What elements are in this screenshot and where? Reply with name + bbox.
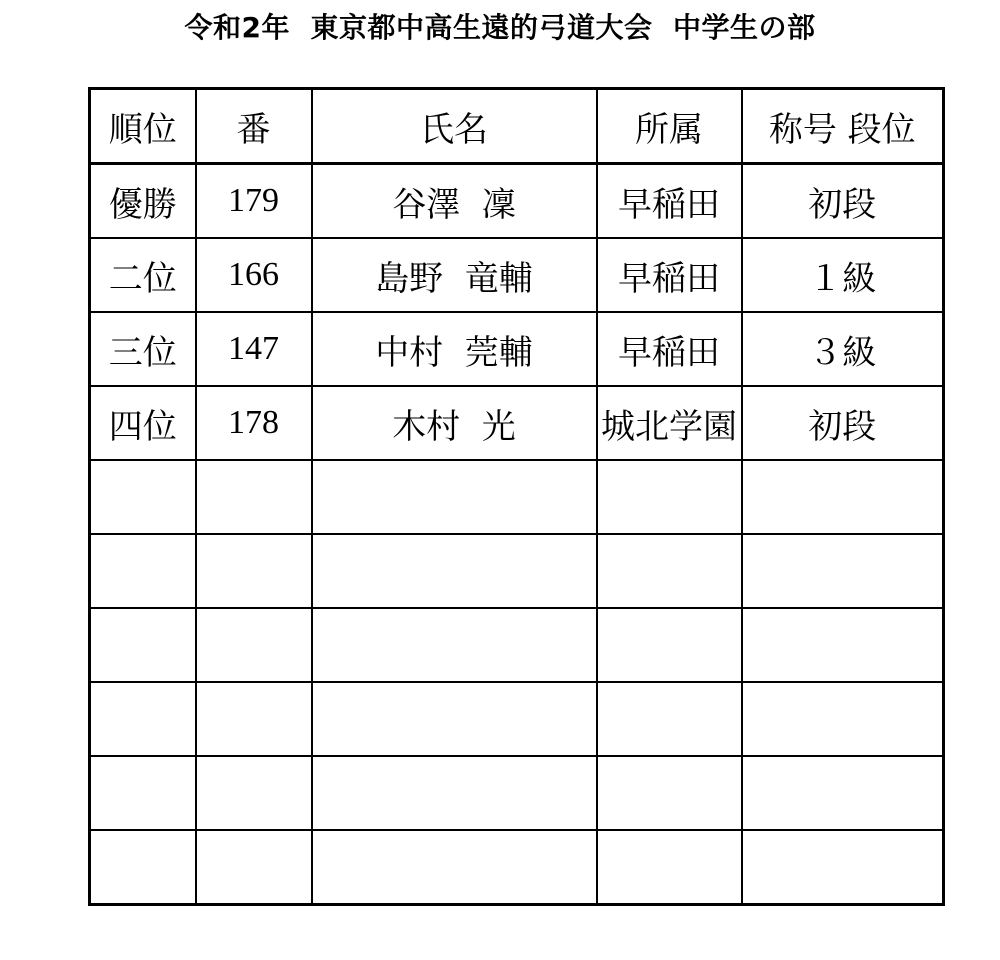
table-row bbox=[90, 386, 944, 460]
empty-cell bbox=[196, 756, 312, 830]
empty-cell bbox=[742, 830, 944, 905]
empty-cell bbox=[742, 608, 944, 682]
affiliation-cell: 早稲田 bbox=[597, 312, 742, 386]
rank-cell: 二位 bbox=[90, 238, 196, 312]
empty-cell bbox=[597, 682, 742, 756]
empty-cell bbox=[90, 756, 196, 830]
empty-cell bbox=[196, 534, 312, 608]
number-cell: 147 bbox=[196, 312, 312, 386]
empty-cell bbox=[742, 682, 944, 756]
title-rank-cell: 初段 bbox=[742, 386, 944, 460]
empty-cell bbox=[597, 460, 742, 534]
empty-cell bbox=[742, 460, 944, 534]
header-name: 氏名 bbox=[312, 89, 597, 164]
empty-table-row bbox=[90, 460, 944, 534]
empty-table-row bbox=[90, 756, 944, 830]
document-title: 令和2年 東京都中高生遠的弓道大会 中学生の部 bbox=[184, 11, 816, 44]
empty-cell bbox=[196, 830, 312, 905]
table-row bbox=[90, 312, 944, 386]
table-row bbox=[90, 238, 944, 312]
name-cell: 島野 竜輔 bbox=[312, 238, 597, 312]
empty-cell bbox=[312, 830, 597, 905]
title-rank-cell: 初段 bbox=[742, 164, 944, 239]
empty-cell bbox=[597, 830, 742, 905]
header-title-rank: 称号 段位 bbox=[742, 89, 944, 164]
table-row bbox=[90, 164, 944, 239]
header-number: 番 bbox=[196, 89, 312, 164]
rank-cell: 三位 bbox=[90, 312, 196, 386]
name-cell: 木村 光 bbox=[312, 386, 597, 460]
empty-cell bbox=[312, 460, 597, 534]
empty-table-row bbox=[90, 830, 944, 905]
empty-cell bbox=[597, 534, 742, 608]
number-cell: 178 bbox=[196, 386, 312, 460]
title-rank-cell: １級 bbox=[742, 238, 944, 312]
table-header-row bbox=[90, 89, 944, 164]
empty-cell bbox=[90, 682, 196, 756]
empty-cell bbox=[90, 534, 196, 608]
empty-cell bbox=[196, 608, 312, 682]
empty-cell bbox=[90, 460, 196, 534]
empty-cell bbox=[312, 608, 597, 682]
empty-cell bbox=[312, 756, 597, 830]
empty-cell bbox=[742, 534, 944, 608]
empty-cell bbox=[196, 682, 312, 756]
empty-cell bbox=[312, 682, 597, 756]
title-rank-cell: ３級 bbox=[742, 312, 944, 386]
empty-table-row bbox=[90, 608, 944, 682]
empty-cell bbox=[742, 756, 944, 830]
name-cell: 中村 莞輔 bbox=[312, 312, 597, 386]
header-affiliation: 所属 bbox=[597, 89, 742, 164]
empty-cell bbox=[597, 608, 742, 682]
number-cell: 179 bbox=[196, 164, 312, 239]
empty-cell bbox=[90, 830, 196, 905]
rank-cell: 優勝 bbox=[90, 164, 196, 239]
empty-table-row bbox=[90, 682, 944, 756]
empty-table-row bbox=[90, 534, 944, 608]
empty-cell bbox=[196, 460, 312, 534]
rank-cell: 四位 bbox=[90, 386, 196, 460]
affiliation-cell: 城北学園 bbox=[597, 386, 742, 460]
number-cell: 166 bbox=[196, 238, 312, 312]
affiliation-cell: 早稲田 bbox=[597, 164, 742, 239]
empty-cell bbox=[90, 608, 196, 682]
results-table bbox=[88, 87, 945, 906]
empty-cell bbox=[312, 534, 597, 608]
header-rank: 順位 bbox=[90, 89, 196, 164]
affiliation-cell: 早稲田 bbox=[597, 238, 742, 312]
name-cell: 谷澤 凜 bbox=[312, 164, 597, 239]
empty-cell bbox=[597, 756, 742, 830]
